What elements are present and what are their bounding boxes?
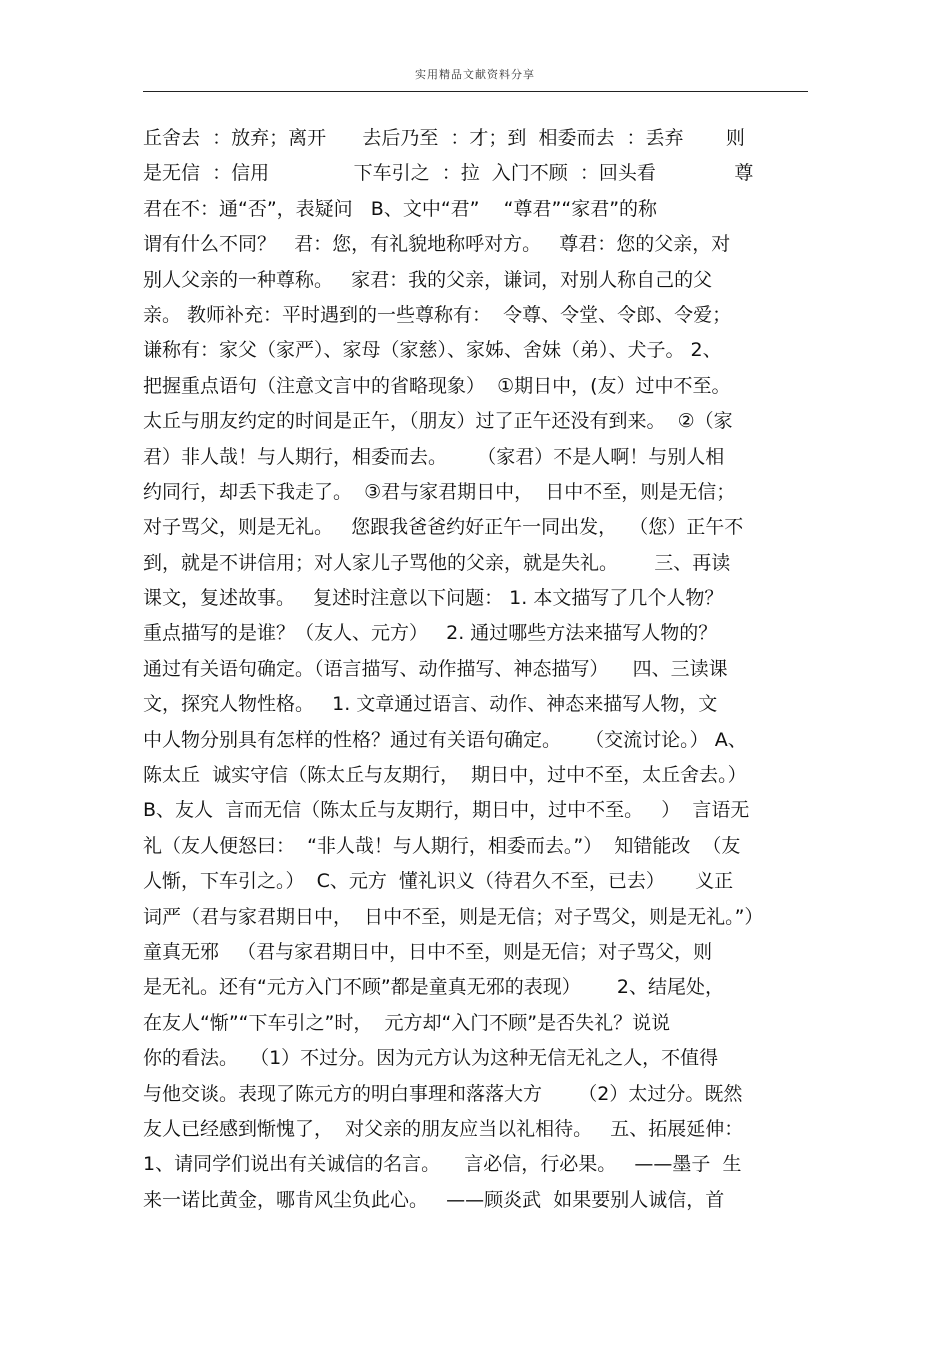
text-line: 课文，复述故事。 复述时注意以下问题： 1. 本文描写了几个人物？ (143, 587, 724, 610)
body-text (143, 121, 808, 1218)
text-line: 来一诺比黄金，哪肯风尘负此心。 ——顾炎武 如果要别人诚信，首 (143, 1188, 725, 1211)
header-divider (143, 91, 808, 92)
text-line: 陈太丘 诚实守信（陈太丘与友期行， 期日中，过中不至，太丘舍去。） (143, 764, 747, 787)
text-line: 别人父亲的一种尊称。 家君：我的父亲，谦词，对别人称自己的父 (143, 268, 713, 291)
text-line: 太丘与朋友约定的时间是正午，（朋友）过了正午还没有到来。 ②（家 (143, 410, 733, 433)
text-line: 君）非人哉！与人期行，相委而去。 （家君）不是人啊！与别人相 (143, 445, 725, 468)
text-line: 是无信 ：信用 下车引之 ：拉 入门不顾 ：回头看 尊 (143, 162, 754, 185)
text-line: 在友人“惭”“下车引之”时， 元方却“入门不顾”是否失礼？说说 (143, 1011, 671, 1034)
text-line: 文，探究人物性格。 1. 文章通过语言、动作、神态来描写人物，文 (143, 693, 718, 716)
text-line: 中人物分别具有怎样的性格？通过有关语句确定。 （交流讨论。） A、 (143, 728, 747, 751)
page-header: 实用精品文献资料分享 (415, 68, 535, 81)
text-line: 丘舍去 ：放弃；离开 去后乃至 ：才；到 相委而去 ：丢弃 则 (143, 127, 745, 149)
text-line: 通过有关语句确定。（语言描写、动作描写、神态描写） 四、三读课 (143, 657, 728, 680)
text-line: 礼（友人便怒曰： “非人哉！与人期行，相委而去。”） 知错能改 （友 (143, 834, 741, 857)
text-line: 友人已经感到惭愧了， 对父亲的朋友应当以礼相待。 五、拓展延伸： (143, 1117, 744, 1140)
text-line: 把握重点语句（注意文言中的省略现象） ①期日中，(友）过中不至。 (143, 374, 731, 397)
text-line: 你的看法。 （1）不过分。因为元方认为这种无信无礼之人，不值得 (143, 1047, 719, 1070)
text-line: 约同行，却丢下我走了。 ③君与家君期日中， 日中不至，则是无信； (143, 480, 736, 503)
text-line: 君在不：通“否”，表疑问 B、文中“君” “尊君”“家君”的称 (143, 197, 658, 220)
text-line: 谓有什么不同？ 君：您，有礼貌地称呼对方。 尊君：您的父亲，对 (143, 233, 731, 256)
text-line: 亲。 教师补充：平时遇到的一些尊称有： 令尊、令堂、令郎、令爱； (143, 303, 732, 326)
text-line: 重点描写的是谁？（友人、元方） 2. 通过哪些方法来描写人物的？ (143, 622, 718, 645)
text-line: 人惭，下车引之。） C、元方 懂礼识义（待君久不至，已去） 义正 (143, 870, 734, 893)
text-line: 与他交谈。表现了陈元方的明白事理和落落大方 （2）太过分。既然 (143, 1082, 743, 1105)
text-line: 谦称有：家父（家严）、家母（家慈）、家姊、舍妹（弟）、犬子。 2、 (143, 339, 722, 362)
text-line: B、友人 言而无信（陈太丘与友期行，期日中，过中不至。 ） 言语无 (143, 799, 750, 822)
text-line: 词严（君与家君期日中， 日中不至，则是无信；对子骂父，则是无礼。”） (143, 905, 764, 928)
text-line: 到，就是不讲信用；对人家儿子骂他的父亲，就是失礼。 三、再读 (143, 551, 731, 574)
text-line: 是无礼。还有“元方入门不顾”都是童真无邪的表现） 2、结尾处， (143, 976, 725, 999)
text-line: 对子骂父，则是无礼。 您跟我爸爸约好正午一同出发， （您）正午不 (143, 516, 744, 539)
text-line: 童真无邪 （君与家君期日中，日中不至，则是无信；对子骂父，则 (143, 940, 713, 963)
text-line: 1、请同学们说出有关诚信的名言。 言必信，行必果。 ——墨子 生 (143, 1153, 742, 1176)
